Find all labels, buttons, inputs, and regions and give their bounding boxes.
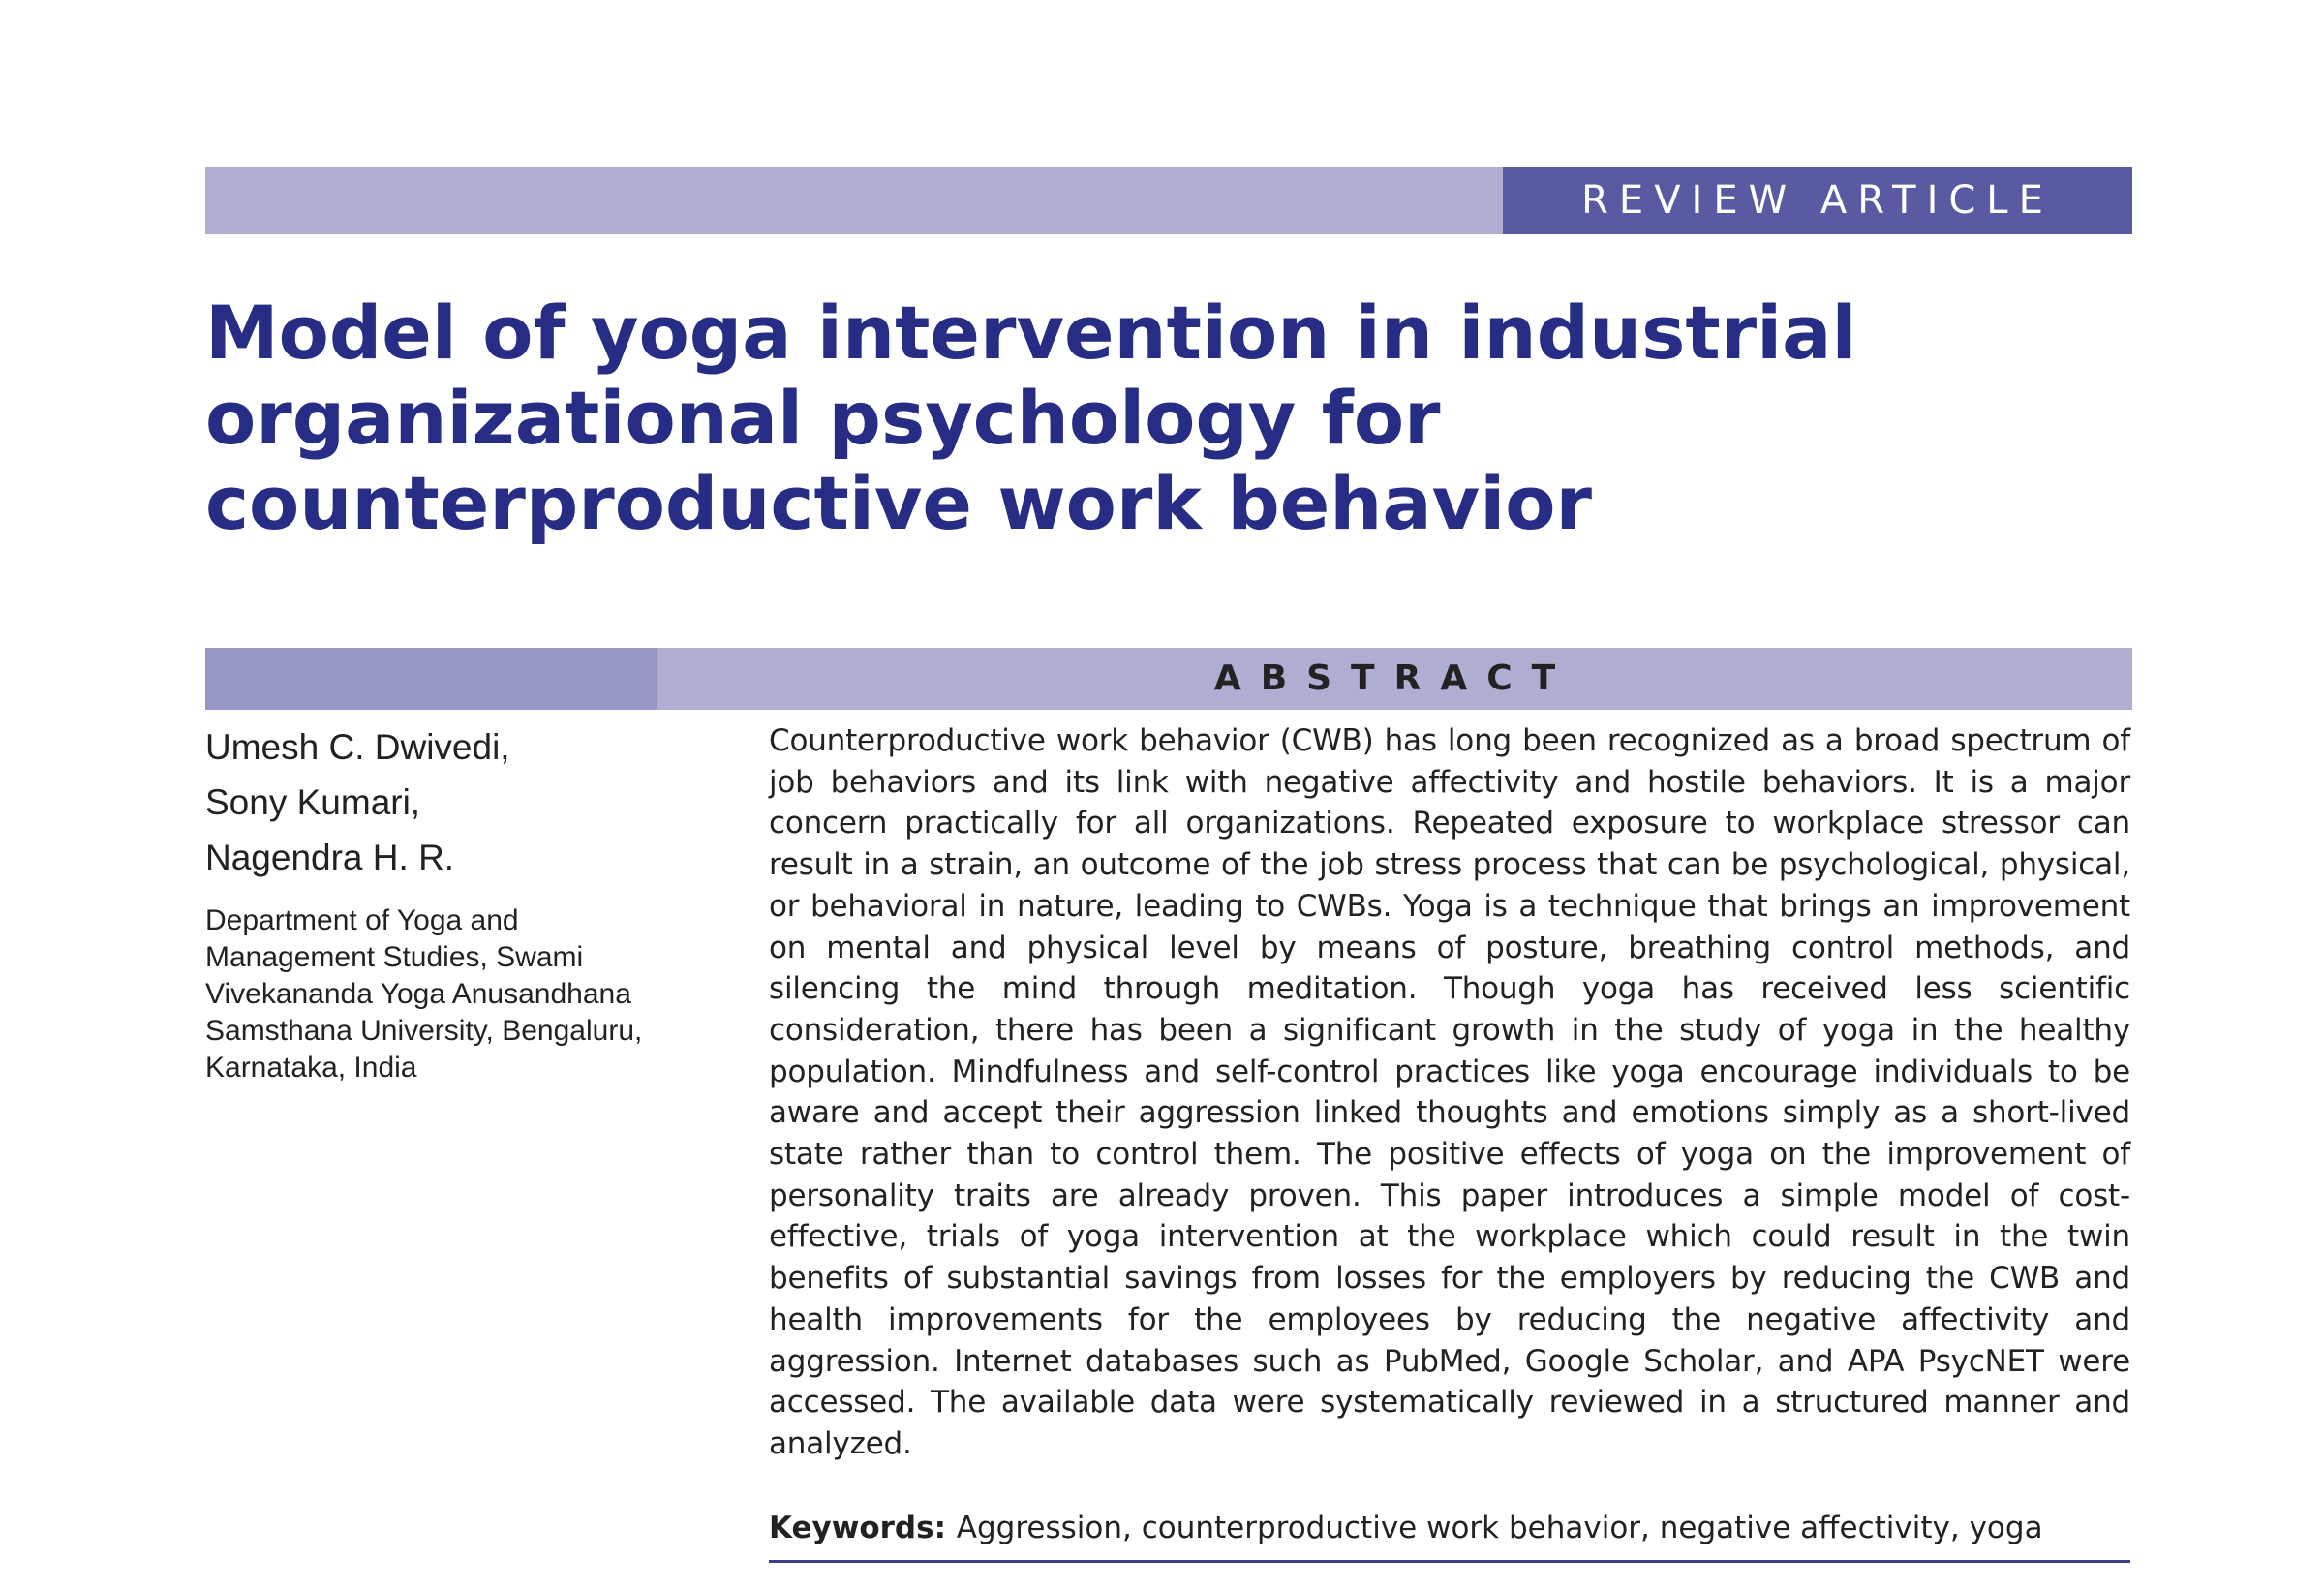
author-name: Umesh C. Dwivedi, [205, 727, 510, 767]
author-column [205, 719, 660, 1086]
author-affiliation: Department of Yoga and Management Studies, Swami Vivekananda Yoga Anusandhana Samsthana University, Bengaluru, Karnataka, India [205, 904, 643, 1084]
keywords-line [769, 1507, 2130, 1549]
keywords-divider [769, 1560, 2130, 1563]
article-type-label: REVIEW ARTICLE [1503, 167, 2132, 234]
article-title: Model of yoga intervention in industrial organizational psychology for counterproductive work behavior [205, 290, 1857, 546]
abstract-bar-accent [205, 648, 657, 710]
keywords-label: Keywords: [769, 1511, 957, 1545]
author-name: Sony Kumari, [205, 782, 421, 822]
abstract-heading: ABSTRACT [1213, 658, 1575, 698]
abstract-body: Counterproductive work behavior (CWB) has long been recognized as a broad spectrum of job behaviors and its link with negative affectivity and hostile behaviors. It is a major concern practically for all organizations. Repeated exposure to workplace stressor can result in a strain, an outcome of the job stress process that can be psychological, physical, or behavioral in nature, leading to CWBs. Yoga is a technique that brings an improvement on mental and physical level by means of posture, breathing control methods, and silencing the mind through meditation. Though yoga has received less scientific consideration, there has been a significant growth in the study of yoga in the healthy population. Mindfulness and self-control practices like yoga encourage individuals to be aware and accept their aggression linked thoughts and emotions simply as a short-lived state rather than to control them. The positive effects of yoga on the improvement of personality traits are already proven. This paper introduces a simple model of cost-effective, trials of yoga intervention at the workplace which could result in the twin benefits of substantial savings from losses for the employers by reducing the CWB and health improvements for the employees by reducing the negative affectivity and aggression. Internet databases such as PubMed, Google Scholar, and APA PsycNET were accessed. The available data were systematically reviewed in a structured manner and analyzed. [769, 723, 2130, 1461]
header-bar [205, 167, 2132, 234]
abstract-header-bar [205, 648, 2132, 710]
keywords-text: Aggression, counterproductive work behavior, negative affectivity, yoga [956, 1511, 2043, 1545]
author-name: Nagendra H. R. [205, 838, 455, 877]
